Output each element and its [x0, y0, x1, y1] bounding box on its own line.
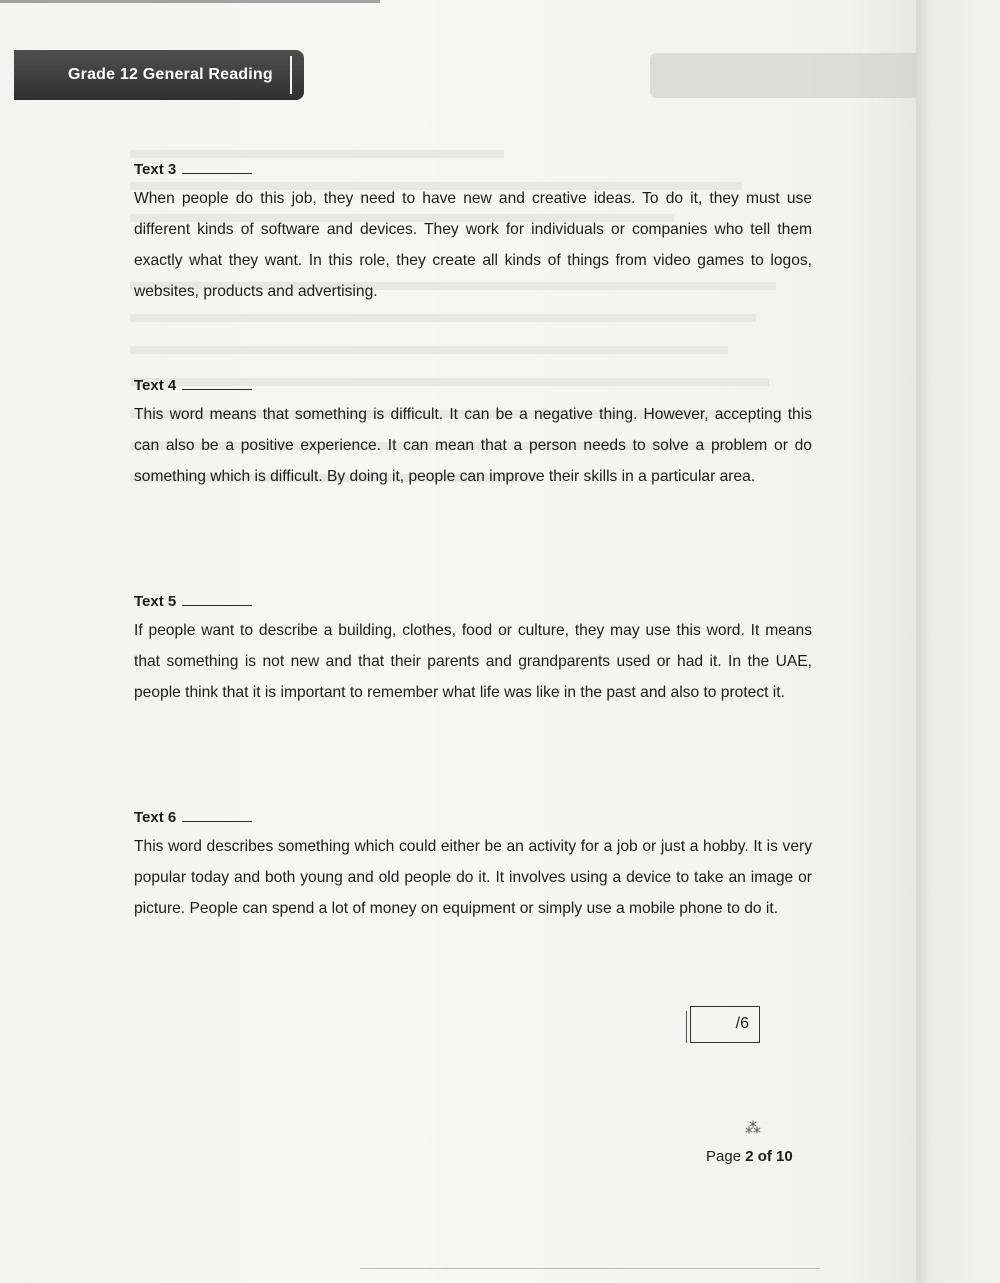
text-5-heading: Text 5 [134, 593, 177, 610]
banner-title: Grade 12 General Reading [68, 66, 273, 83]
page-of: of [753, 1148, 777, 1165]
page-number [706, 1148, 793, 1165]
text-4-section [134, 377, 812, 492]
text-6-answer-blank[interactable] [182, 809, 252, 822]
scan-edge-shadow [916, 0, 1000, 1283]
text-6-heading: Text 6 [134, 809, 177, 826]
page-total: 10 [776, 1148, 793, 1165]
text-4-answer-blank[interactable] [182, 377, 252, 390]
text-3-section [134, 161, 812, 307]
text-3-body: When people do this job, they need to have new and creative ideas. To do it, they must use different kinds of software and devices. They work for individuals or companies who tell them exactly what they want. In this role, they create all kinds of things from video games to logos, websites, products and advertising. [134, 190, 812, 300]
text-3-heading: Text 3 [134, 161, 177, 178]
text-6-body: This word describes something which could either be an activity for a job or just a hobby. It is very popular today and both young and old people do it. It involves using a device to take an image or picture. People can spend a lot of money on equipment or simply use a mobile phone to do it. [134, 838, 812, 917]
page-current: 2 [745, 1148, 754, 1165]
text-4-body: This word means that something is difficult. It can be a negative thing. However, accepting this can also be a positive experience. It can mean that a person needs to solve a problem or do something which is difficult. By doing it, people can improve their skills in a particular area. [134, 406, 812, 485]
ink-smudge-icon: ⁂ [745, 1120, 761, 1137]
text-4-heading: Text 4 [134, 377, 177, 394]
score-box[interactable] [690, 1006, 760, 1043]
top-rule [0, 0, 380, 3]
score-label: /6 [735, 1015, 749, 1032]
text-5-section [134, 593, 812, 708]
section-banner [14, 50, 304, 100]
text-5-answer-blank[interactable] [182, 593, 252, 606]
bottom-rule [360, 1268, 820, 1269]
text-5-body: If people want to describe a building, clothes, food or culture, they may use this word. It means that something is not new and that their parents and grandparents used or had it. In the UAE, people think that it is important to remember what life was like in the past and also to protect it. [134, 622, 812, 701]
bleed-through-banner [650, 53, 916, 98]
text-3-answer-blank[interactable] [182, 161, 252, 174]
text-6-section [134, 809, 812, 924]
page-prefix: Page [706, 1148, 746, 1165]
